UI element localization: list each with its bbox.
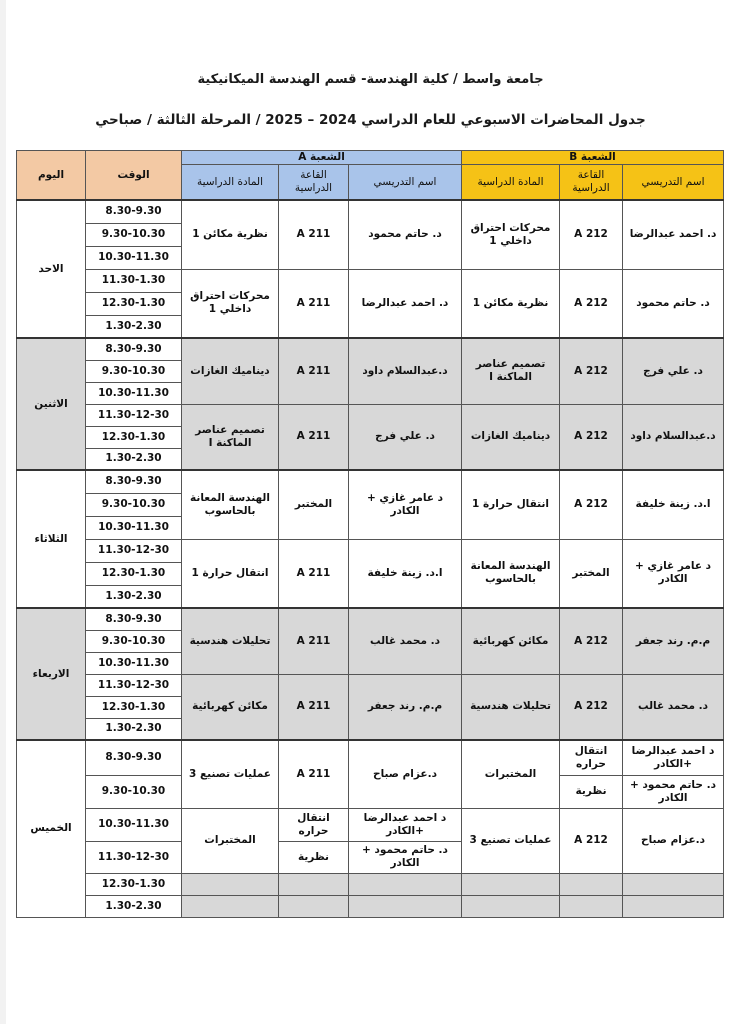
thu-a-lab-instructor-2: د. حاتم محمود + الكادر	[349, 841, 462, 873]
thu-b-lab-subject-2: نظرية	[560, 775, 623, 808]
time-column-header: الوقت	[86, 151, 182, 201]
sun-b-hall-2: A 212	[560, 269, 623, 338]
time-slot: 12.30-1.30	[86, 696, 182, 718]
wed-b-hall-1: A 212	[560, 608, 623, 674]
empty-cell	[279, 873, 349, 895]
time-slot: 11.30-12-30	[86, 539, 182, 562]
time-slot: 8.30-9.30	[86, 470, 182, 493]
sun-a-subject-2: محركات احتراق داخلي 1	[182, 269, 279, 338]
empty-cell	[623, 873, 724, 895]
mon-a-hall-1: A 211	[279, 338, 349, 404]
empty-cell	[623, 895, 724, 917]
header-university: جامعة واسط / كلية الهندسة- قسم الهندسة الميكانيكية	[197, 72, 544, 87]
day-tuesday: الثلاثاء	[17, 470, 86, 608]
tue-a-hall-1: المختبر	[279, 470, 349, 539]
sun-a-instructor-2: د. احمد عبدالرضا	[349, 269, 462, 338]
empty-cell	[560, 895, 623, 917]
a-instructor-header: اسم التدريسي	[349, 165, 462, 201]
time-slot: 1.30-2.30	[86, 315, 182, 338]
tue-a-subject-1: الهندسة المعانة بالحاسوب	[182, 470, 279, 539]
time-slot: 12.30-1.30	[86, 292, 182, 315]
mon-a-instructor-2: د. علي فرج	[349, 404, 462, 470]
time-slot: 10.30-11.30	[86, 246, 182, 269]
mon-a-subject-2: تصميم عناصر الماكنة I	[182, 404, 279, 470]
sun-b-subject-1: محركات احتراق داخلي 1	[462, 200, 560, 269]
sun-a-hall-2: A 211	[279, 269, 349, 338]
thu-b-lab-instructor-1: د احمد عبدالرضا +الكادر	[623, 740, 724, 775]
time-slot: 9.30-10.30	[86, 630, 182, 652]
thu-b-lab-instructor-2: د. حاتم محمود + الكادر	[623, 775, 724, 808]
thu-b-subject-2: عمليات تصنيع 3	[462, 808, 560, 873]
day-sunday: الاحد	[17, 200, 86, 338]
b-instructor-header: اسم التدريسي	[623, 165, 724, 201]
time-slot: 1.30-2.30	[86, 718, 182, 740]
time-slot: 1.30-2.30	[86, 895, 182, 917]
tue-b-hall-1: A 212	[560, 470, 623, 539]
time-slot: 11.30-1.30	[86, 269, 182, 292]
mon-a-instructor-1: د.عبدالسلام داود	[349, 338, 462, 404]
mon-a-subject-1: ديناميك الغازات	[182, 338, 279, 404]
time-slot: 8.30-9.30	[86, 338, 182, 360]
a-hall-header: القاعة الدراسية	[279, 165, 349, 201]
mon-b-instructor-2: د.عبدالسلام داود	[623, 404, 724, 470]
a-subject-header: المادة الدراسية	[182, 165, 279, 201]
time-slot: 8.30-9.30	[86, 740, 182, 775]
time-slot: 12.30-1.30	[86, 562, 182, 585]
tue-a-hall-2: A 211	[279, 539, 349, 608]
thu-b-lab-subject-1: انتقال حراره	[560, 740, 623, 775]
tue-b-instructor-2: د عامر غازي + الكادر	[623, 539, 724, 608]
thu-b-labs: المختبرات	[462, 740, 560, 808]
time-slot: 12.30-1.30	[86, 873, 182, 895]
thu-a-instructor-1: د.عزام صباح	[349, 740, 462, 808]
empty-cell	[182, 895, 279, 917]
sun-b-instructor-2: د. حاتم محمود	[623, 269, 724, 338]
time-slot: 9.30-10.30	[86, 775, 182, 808]
empty-cell	[349, 895, 462, 917]
time-slot: 10.30-11.30	[86, 808, 182, 841]
tue-b-instructor-1: ا.د. زينة خليفة	[623, 470, 724, 539]
thu-a-subject-1: عمليات تصنيع 3	[182, 740, 279, 808]
thu-a-lab-subject-2: نظرية	[279, 841, 349, 873]
wed-a-hall-2: A 211	[279, 674, 349, 740]
time-slot: 10.30-11.30	[86, 382, 182, 404]
section-b-header: الشعبة B	[462, 151, 724, 165]
wed-b-hall-2: A 212	[560, 674, 623, 740]
empty-cell	[462, 873, 560, 895]
time-slot: 10.30-11.30	[86, 516, 182, 539]
sun-a-instructor-1: د. حاتم محمود	[349, 200, 462, 269]
time-slot: 11.30-12-30	[86, 841, 182, 873]
mon-b-hall-2: A 212	[560, 404, 623, 470]
section-a-header: الشعبة A	[182, 151, 462, 165]
wed-b-instructor-2: د. محمد غالب	[623, 674, 724, 740]
empty-cell	[279, 895, 349, 917]
day-column-header: اليوم	[17, 151, 86, 201]
wed-b-subject-2: تحليلات هندسية	[462, 674, 560, 740]
tue-b-subject-2: الهندسة المعانة بالحاسوب	[462, 539, 560, 608]
time-slot: 8.30-9.30	[86, 200, 182, 223]
mon-b-hall-1: A 212	[560, 338, 623, 404]
b-subject-header: المادة الدراسية	[462, 165, 560, 201]
wed-b-subject-1: مكائن كهربائية	[462, 608, 560, 674]
empty-cell	[462, 895, 560, 917]
tue-a-instructor-1: د عامر غازي + الكادر	[349, 470, 462, 539]
wed-a-subject-1: تحليلات هندسية	[182, 608, 279, 674]
tue-b-subject-1: انتقال حرارة 1	[462, 470, 560, 539]
header-schedule-title: جدول المحاضرات الاسبوعي للعام الدراسي 2024 – 2025 / المرحلة الثالثة / صباحي	[95, 112, 646, 128]
sun-a-hall-1: A 211	[279, 200, 349, 269]
thu-b-instructor-2: د.عزام صباح	[623, 808, 724, 873]
time-slot: 9.30-10.30	[86, 493, 182, 516]
day-thursday: الخميس	[17, 740, 86, 917]
sun-b-hall-1: A 212	[560, 200, 623, 269]
day-monday: الاثنين	[17, 338, 86, 470]
sun-a-subject-1: نظرية مكائن 1	[182, 200, 279, 269]
time-slot: 1.30-2.30	[86, 585, 182, 608]
time-slot: 11.30-12-30	[86, 674, 182, 696]
time-slot: 9.30-10.30	[86, 223, 182, 246]
mon-b-subject-1: تصميم عناصر الماكنة I	[462, 338, 560, 404]
mon-b-subject-2: ديناميك الغازات	[462, 404, 560, 470]
wed-a-hall-1: A 211	[279, 608, 349, 674]
time-slot: 10.30-11.30	[86, 652, 182, 674]
thu-a-lab-instructor-1: د احمد عبدالرضا +الكادر	[349, 808, 462, 841]
b-hall-header: القاعة الدراسية	[560, 165, 623, 201]
empty-cell	[560, 873, 623, 895]
tue-b-hall-2: المختبر	[560, 539, 623, 608]
wed-a-instructor-2: م.م. رند جعفر	[349, 674, 462, 740]
mon-a-hall-2: A 211	[279, 404, 349, 470]
time-slot: 8.30-9.30	[86, 608, 182, 630]
empty-cell	[182, 873, 279, 895]
thu-a-hall-1: A 211	[279, 740, 349, 808]
day-wednesday: الاربعاء	[17, 608, 86, 740]
wed-a-subject-2: مكائن كهربائية	[182, 674, 279, 740]
time-slot: 9.30-10.30	[86, 360, 182, 382]
sun-b-subject-2: نظرية مكائن 1	[462, 269, 560, 338]
wed-b-instructor-1: م.م. رند جعفر	[623, 608, 724, 674]
tue-a-instructor-2: ا.د. زينة خليفة	[349, 539, 462, 608]
sun-b-instructor-1: د. احمد عبدالرضا	[623, 200, 724, 269]
empty-cell	[349, 873, 462, 895]
thu-a-labs: المختبرات	[182, 808, 279, 873]
tue-a-subject-2: انتقال حرارة 1	[182, 539, 279, 608]
mon-b-instructor-1: د. علي فرج	[623, 338, 724, 404]
thu-b-hall-2: A 212	[560, 808, 623, 873]
time-slot: 11.30-12-30	[86, 404, 182, 426]
wed-a-instructor-1: د. محمد غالب	[349, 608, 462, 674]
thu-a-lab-subject-1: انتقال حراره	[279, 808, 349, 841]
weekly-schedule-table	[16, 150, 724, 918]
time-slot: 1.30-2.30	[86, 448, 182, 470]
time-slot: 12.30-1.30	[86, 426, 182, 448]
